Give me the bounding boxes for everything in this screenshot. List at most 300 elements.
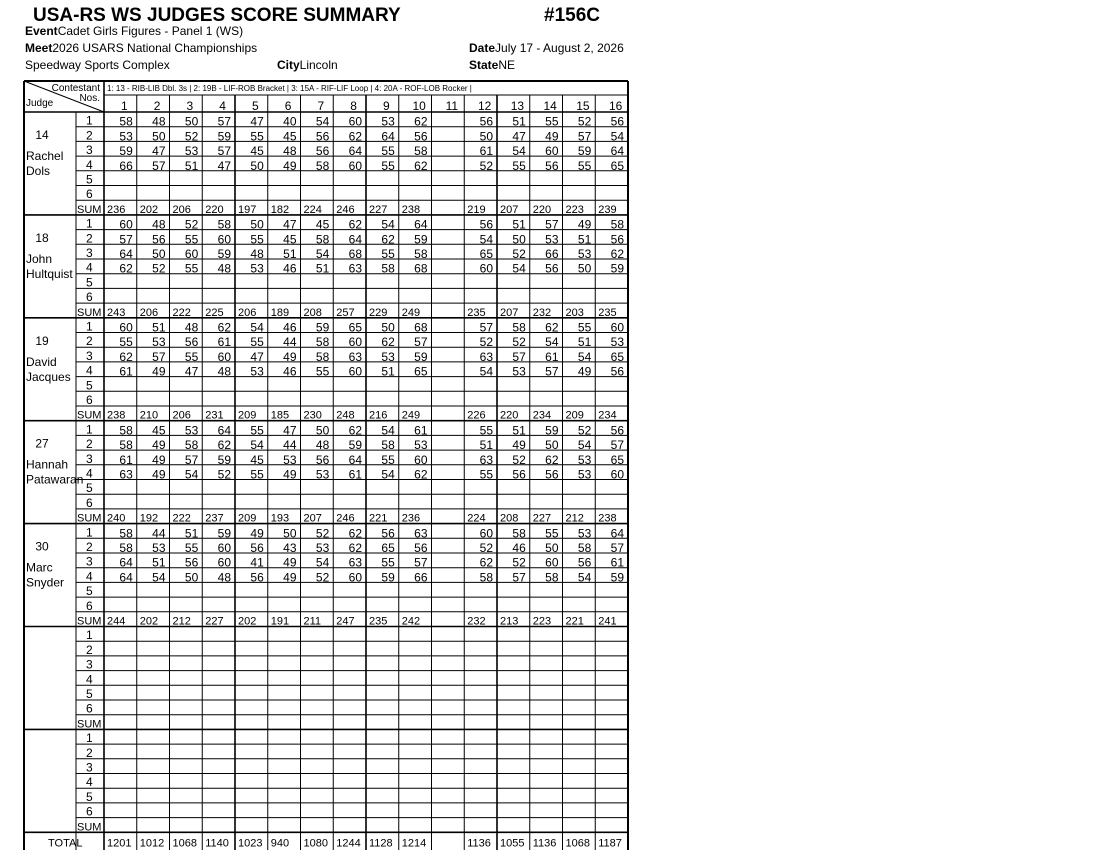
score-cell: 58 xyxy=(184,438,199,453)
sum-label: SUM xyxy=(77,821,102,834)
score-cell: 58 xyxy=(479,570,493,585)
sum-cell: 235 xyxy=(369,615,388,628)
score-cell: 52 xyxy=(512,555,526,570)
score-cell: 63 xyxy=(479,452,493,467)
sum-cell: 231 xyxy=(205,409,224,422)
sum-cell: 227 xyxy=(205,615,224,628)
score-cell: 60 xyxy=(610,467,624,482)
judge-last-name: Hultquist xyxy=(26,266,73,281)
score-cell: 65 xyxy=(610,158,624,173)
score-cell: 56 xyxy=(414,541,428,555)
state-label: State xyxy=(469,58,499,72)
score-cell: 66 xyxy=(545,247,559,261)
score-cell: 62 xyxy=(414,158,428,173)
score-cell: 63 xyxy=(414,526,428,541)
score-cell: 62 xyxy=(348,129,362,144)
total-cell: 1214 xyxy=(401,837,427,850)
score-cell: 60 xyxy=(610,320,624,335)
sum-cell: 192 xyxy=(139,512,159,525)
score-cell: 45 xyxy=(283,129,297,144)
sum-cell: 203 xyxy=(565,306,584,319)
sum-cell: 243 xyxy=(107,306,126,319)
score-cell: 56 xyxy=(315,452,330,467)
score-cell: 48 xyxy=(217,570,231,585)
score-cell: 64 xyxy=(610,144,624,159)
score-cell: 62 xyxy=(348,217,362,232)
score-cell: 56 xyxy=(610,232,624,247)
total-cell: 1187 xyxy=(598,837,622,850)
score-cell: 57 xyxy=(545,217,559,232)
score-cell: 65 xyxy=(610,349,624,364)
score-cell: 52 xyxy=(217,467,231,482)
score-cell: 56 xyxy=(315,144,330,159)
score-cell: 46 xyxy=(283,320,297,335)
score-cell: 47 xyxy=(283,217,297,232)
score-cell: 56 xyxy=(250,541,264,555)
score-cell: 53 xyxy=(577,526,592,541)
score-cell: 50 xyxy=(315,423,330,438)
score-cell: 55 xyxy=(315,364,330,379)
judge-last-name: Patawaran xyxy=(26,472,84,487)
score-cell: 61 xyxy=(119,452,133,467)
sum-cell: 246 xyxy=(336,203,355,216)
score-cell: 53 xyxy=(414,438,428,453)
score-cell: 51 xyxy=(479,438,493,453)
score-cell: 60 xyxy=(348,114,362,129)
score-cell: 40 xyxy=(283,114,297,129)
score-cell: 54 xyxy=(250,438,264,453)
total-cell: 1055 xyxy=(500,837,525,850)
score-cell: 50 xyxy=(479,129,493,144)
score-cell: 47 xyxy=(283,423,297,438)
score-cell: 63 xyxy=(348,261,362,276)
sum-cell: 212 xyxy=(565,512,584,525)
score-cell: 60 xyxy=(217,541,231,555)
score-cell: 47 xyxy=(152,144,166,159)
score-cell: 53 xyxy=(512,364,526,379)
score-cell: 51 xyxy=(152,555,166,570)
score-cell: 57 xyxy=(610,541,624,555)
score-cell: 57 xyxy=(217,114,231,129)
score-cell: 47 xyxy=(217,158,231,173)
sum-cell: 207 xyxy=(500,306,519,319)
score-cell: 60 xyxy=(348,335,362,350)
sum-cell: 223 xyxy=(565,203,584,216)
sum-cell: 191 xyxy=(270,615,290,628)
score-cell: 59 xyxy=(217,526,231,541)
score-cell: 54 xyxy=(315,114,330,129)
row-label: 5 xyxy=(86,275,93,290)
sum-cell: 185 xyxy=(270,409,290,422)
score-cell: 58 xyxy=(119,423,133,438)
score-cell: 58 xyxy=(381,261,395,276)
sum-cell: 212 xyxy=(172,615,191,628)
contestant-number: 3 xyxy=(186,99,194,113)
score-cell: 64 xyxy=(348,452,362,467)
contestant-number: 11 xyxy=(445,99,459,113)
score-cell: 59 xyxy=(545,423,559,438)
score-cell: 58 xyxy=(512,320,526,335)
score-cell: 62 xyxy=(414,467,428,482)
score-cell: 55 xyxy=(479,423,493,438)
score-cell: 59 xyxy=(414,349,428,364)
score-cell: 54 xyxy=(381,217,395,232)
score-cell: 62 xyxy=(610,247,624,261)
sum-cell: 234 xyxy=(532,409,552,422)
judge-number: 27 xyxy=(35,436,49,451)
sum-label: SUM xyxy=(77,409,102,422)
row-label: 1 xyxy=(86,422,93,437)
row-label: 5 xyxy=(86,378,93,393)
score-cell: 65 xyxy=(479,247,493,261)
score-cell: 58 xyxy=(545,570,559,585)
score-cell: 53 xyxy=(250,364,264,379)
score-cell: 53 xyxy=(184,144,199,159)
score-cell: 50 xyxy=(152,129,166,144)
score-cell: 62 xyxy=(381,335,395,350)
score-cell: 54 xyxy=(577,349,592,364)
score-cell: 52 xyxy=(479,541,493,555)
sum-cell: 232 xyxy=(532,306,552,319)
score-cell: 54 xyxy=(184,467,199,482)
score-cell: 45 xyxy=(152,423,166,438)
score-cell: 55 xyxy=(577,158,592,173)
score-cell: 48 xyxy=(283,144,297,159)
sum-cell: 249 xyxy=(401,306,421,319)
score-cell: 52 xyxy=(479,335,493,350)
score-cell: 53 xyxy=(610,335,624,350)
sum-cell: 219 xyxy=(467,203,486,216)
score-cell: 49 xyxy=(152,467,166,482)
score-cell: 54 xyxy=(381,467,395,482)
score-cell: 58 xyxy=(577,541,592,555)
score-cell: 52 xyxy=(315,570,330,585)
row-label: 2 xyxy=(86,437,93,452)
sum-label: SUM xyxy=(77,512,102,525)
score-cell: 54 xyxy=(610,129,624,144)
score-cell: 53 xyxy=(381,114,395,129)
score-cell: 61 xyxy=(119,364,133,379)
contestant-number: 7 xyxy=(317,99,325,113)
score-cell: 64 xyxy=(381,129,395,144)
row-label: 1 xyxy=(86,628,93,643)
score-cell: 62 xyxy=(414,114,428,129)
score-cell: 57 xyxy=(119,232,133,247)
sum-cell: 237 xyxy=(205,512,224,525)
score-cell: 56 xyxy=(184,335,199,350)
state-value: NE xyxy=(498,58,516,72)
score-cell: 49 xyxy=(283,467,297,482)
score-cell: 51 xyxy=(315,261,330,276)
score-cell: 56 xyxy=(610,364,624,379)
sum-cell: 227 xyxy=(532,512,552,525)
row-label: 6 xyxy=(86,598,93,613)
score-cell: 52 xyxy=(512,247,526,261)
score-cell: 58 xyxy=(119,438,133,453)
row-label: 1 xyxy=(86,525,93,540)
sum-cell: 189 xyxy=(270,306,290,319)
contestant-number: 5 xyxy=(252,99,259,113)
score-cell: 64 xyxy=(610,526,624,541)
date-label: Date xyxy=(469,41,496,55)
row-label: 2 xyxy=(86,745,93,760)
score-cell: 48 xyxy=(152,217,166,232)
score-cell: 53 xyxy=(152,335,166,350)
score-cell: 54 xyxy=(315,247,330,261)
date-value: July 17 - August 2, 2026 xyxy=(495,41,624,55)
sum-cell: 230 xyxy=(303,409,322,422)
sum-cell: 244 xyxy=(107,615,126,628)
score-cell: 46 xyxy=(512,541,526,555)
score-cell: 64 xyxy=(217,423,231,438)
score-cell: 59 xyxy=(217,452,231,467)
row-label: 3 xyxy=(86,554,93,569)
score-cell: 54 xyxy=(152,570,166,585)
score-cell: 59 xyxy=(119,144,133,159)
row-label: 2 xyxy=(86,128,93,143)
score-cell: 63 xyxy=(348,349,362,364)
sum-cell: 202 xyxy=(139,203,159,216)
score-cell: 63 xyxy=(479,349,493,364)
header-nos-label: Nos. xyxy=(79,93,100,104)
score-cell: 45 xyxy=(283,232,297,247)
row-label: 6 xyxy=(86,804,93,819)
row-label: 5 xyxy=(86,172,93,187)
score-cell: 51 xyxy=(512,217,526,232)
score-cell: 68 xyxy=(414,261,428,276)
total-cell: 1068 xyxy=(565,837,590,850)
score-cell: 55 xyxy=(184,541,199,555)
sum-cell: 247 xyxy=(336,615,355,628)
row-label: 6 xyxy=(86,393,93,407)
total-cell: 1068 xyxy=(172,837,197,850)
sum-cell: 223 xyxy=(532,615,552,628)
score-cell: 48 xyxy=(184,320,199,335)
row-label: 1 xyxy=(86,319,93,334)
judge-last-name: Dols xyxy=(26,164,51,178)
sum-cell: 210 xyxy=(139,409,159,422)
score-cell: 60 xyxy=(545,144,559,159)
score-cell: 60 xyxy=(184,247,199,261)
score-cell: 52 xyxy=(315,526,330,541)
score-cell: 64 xyxy=(119,247,133,261)
sum-cell: 220 xyxy=(532,203,552,216)
score-cell: 57 xyxy=(545,364,559,379)
score-cell: 59 xyxy=(414,232,428,247)
score-cell: 60 xyxy=(348,570,362,585)
sum-label: SUM xyxy=(77,615,102,628)
score-cell: 48 xyxy=(217,261,231,276)
score-cell: 58 xyxy=(610,217,624,232)
total-cell: 1080 xyxy=(303,837,328,850)
score-cell: 49 xyxy=(152,364,166,379)
event-value: Cadet Girls Figures - Panel 1 (WS) xyxy=(57,24,244,38)
score-cell: 45 xyxy=(250,144,264,159)
sum-cell: 209 xyxy=(238,409,257,422)
score-cell: 51 xyxy=(577,232,592,247)
score-cell: 55 xyxy=(381,555,395,570)
score-cell: 55 xyxy=(250,423,264,438)
row-label: 6 xyxy=(86,187,93,202)
score-cell: 54 xyxy=(545,335,559,350)
sum-cell: 238 xyxy=(107,409,126,422)
judge-first-name: Marc xyxy=(26,560,53,575)
sum-label: SUM xyxy=(77,306,102,319)
total-cell: 1140 xyxy=(205,837,229,850)
score-cell: 59 xyxy=(381,570,395,585)
sum-cell: 249 xyxy=(401,409,421,422)
score-cell: 57 xyxy=(184,452,199,467)
row-label: 3 xyxy=(86,143,93,158)
meet-value: 2026 USARS National Championships xyxy=(52,41,258,55)
score-cell: 53 xyxy=(577,247,592,261)
score-cell: 57 xyxy=(152,349,166,364)
score-cell: 53 xyxy=(545,232,559,247)
score-cell: 47 xyxy=(184,364,199,379)
row-label: 1 xyxy=(86,731,93,746)
score-cell: 51 xyxy=(381,364,395,379)
score-cell: 56 xyxy=(152,232,166,247)
score-cell: 46 xyxy=(283,364,297,379)
score-cell: 55 xyxy=(381,144,395,159)
row-label: 2 xyxy=(86,334,93,349)
score-cell: 59 xyxy=(610,570,624,585)
row-label: 5 xyxy=(86,584,93,599)
sum-cell: 206 xyxy=(238,306,257,319)
score-cell: 53 xyxy=(381,349,395,364)
sum-cell: 208 xyxy=(303,306,322,319)
contestant-number: 1 xyxy=(121,99,128,113)
sum-cell: 239 xyxy=(598,203,617,216)
score-cell: 54 xyxy=(381,423,395,438)
sum-cell: 206 xyxy=(172,409,191,422)
contestant-number: 12 xyxy=(477,99,492,113)
score-cell: 46 xyxy=(283,261,297,276)
sum-cell: 226 xyxy=(467,409,486,422)
sum-cell: 240 xyxy=(107,512,126,525)
venue: Speedway Sports Complex xyxy=(25,58,170,72)
header-contestant-label: Contestant xyxy=(51,83,100,94)
score-cell: 54 xyxy=(577,570,592,585)
score-cell: 58 xyxy=(315,158,330,173)
score-cell: 58 xyxy=(119,114,133,129)
score-cell: 60 xyxy=(119,217,133,232)
contestant-number: 4 xyxy=(219,99,226,113)
score-cell: 51 xyxy=(512,423,526,438)
judge-number: 19 xyxy=(35,333,49,348)
city-value: Lincoln xyxy=(299,58,338,72)
city-label: City xyxy=(277,58,300,72)
row-label: 6 xyxy=(86,495,93,510)
score-cell: 55 xyxy=(545,526,559,541)
score-cell: 44 xyxy=(152,526,166,541)
score-cell: 56 xyxy=(610,114,624,129)
score-cell: 58 xyxy=(315,232,330,247)
score-cell: 54 xyxy=(479,364,493,379)
score-cell: 58 xyxy=(414,247,428,261)
score-cell: 50 xyxy=(152,247,166,261)
score-cell: 53 xyxy=(152,541,166,555)
score-cell: 49 xyxy=(152,452,166,467)
score-cell: 49 xyxy=(250,526,264,541)
row-label: 6 xyxy=(86,290,93,305)
sum-cell: 248 xyxy=(336,409,355,422)
sum-cell: 224 xyxy=(303,203,322,216)
score-cell: 62 xyxy=(348,526,362,541)
sum-cell: 235 xyxy=(598,306,617,319)
row-label: 4 xyxy=(86,672,93,687)
sum-cell: 213 xyxy=(500,615,519,628)
score-cell: 60 xyxy=(545,555,559,570)
score-cell: 56 xyxy=(381,526,395,541)
row-label: 4 xyxy=(86,775,93,790)
score-cell: 61 xyxy=(545,349,559,364)
sum-cell: 238 xyxy=(401,203,421,216)
score-cell: 56 xyxy=(512,467,526,482)
row-label: 1 xyxy=(86,113,93,128)
score-cell: 65 xyxy=(381,541,395,555)
score-cell: 62 xyxy=(381,232,395,247)
score-cell: 49 xyxy=(152,438,166,453)
score-cell: 51 xyxy=(184,526,199,541)
score-cell: 58 xyxy=(315,349,330,364)
score-cell: 60 xyxy=(348,364,362,379)
row-label: 5 xyxy=(86,481,93,496)
score-cell: 59 xyxy=(577,144,592,159)
score-cell: 49 xyxy=(577,217,592,232)
score-cell: 54 xyxy=(250,320,264,335)
sum-cell: 227 xyxy=(369,203,388,216)
row-label: 3 xyxy=(86,451,93,466)
score-cell: 55 xyxy=(250,232,264,247)
score-cell: 53 xyxy=(119,129,133,144)
sum-cell: 257 xyxy=(336,306,355,319)
row-label: 4 xyxy=(86,260,93,275)
sum-cell: 225 xyxy=(205,306,224,319)
score-cell: 47 xyxy=(512,129,526,144)
score-cell: 54 xyxy=(315,555,330,570)
score-cell: 57 xyxy=(512,349,526,364)
row-label: 1 xyxy=(86,216,93,231)
score-cell: 49 xyxy=(512,438,526,453)
score-cell: 63 xyxy=(348,555,362,570)
score-cell: 44 xyxy=(283,335,297,350)
score-cell: 50 xyxy=(250,158,264,173)
sum-cell: 206 xyxy=(172,203,191,216)
score-cell: 50 xyxy=(545,438,559,453)
score-cell: 51 xyxy=(577,335,592,350)
total-cell: 1136 xyxy=(467,837,491,850)
sum-cell: 241 xyxy=(598,615,617,628)
score-cell: 45 xyxy=(315,217,330,232)
score-cell: 56 xyxy=(479,114,493,129)
score-cell: 55 xyxy=(119,335,133,350)
score-cell: 61 xyxy=(217,335,231,350)
score-cell: 48 xyxy=(217,364,231,379)
score-cell: 52 xyxy=(512,335,526,350)
score-cell: 60 xyxy=(479,261,493,276)
score-cell: 66 xyxy=(414,570,428,585)
header-judge-label: Judge xyxy=(26,98,54,109)
score-cell: 57 xyxy=(414,555,428,570)
sum-cell: 229 xyxy=(369,306,388,319)
judge-number: 30 xyxy=(35,539,49,554)
score-cell: 60 xyxy=(217,232,231,247)
row-label: 2 xyxy=(86,642,93,657)
score-cell: 55 xyxy=(545,114,559,129)
score-cell: 57 xyxy=(152,158,166,173)
contestant-number: 15 xyxy=(576,99,590,113)
